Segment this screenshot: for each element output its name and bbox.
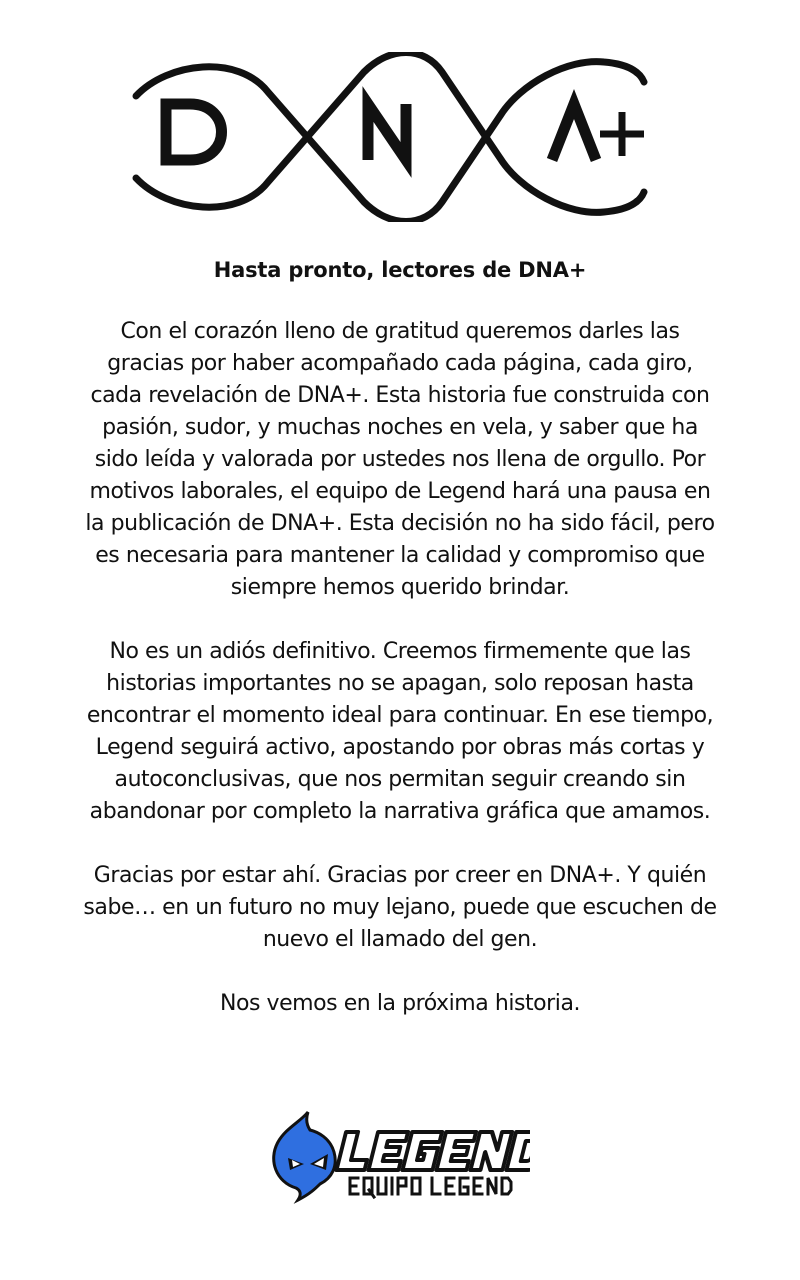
letter-title: Hasta pronto, lectores de DNA+ (213, 258, 587, 282)
dna-plus-logo (128, 52, 672, 222)
letter-paragraph: No es un adiós definitivo. Creemos firmemente que las historias importantes no se apagan, solo reposan hasta encontrar el momento ideal para continuar. En ese tiempo, Legend seguirá activo, apostando por obras más cortas y autoconclusivas, que nos permitan seguir creando sin abandonar por completo la narrativa gráfica que amamos. (86, 639, 714, 824)
letter-body (80, 316, 720, 1052)
letter-paragraph: Nos vemos en la próxima historia. (219, 991, 581, 1016)
mascot-icon (274, 1112, 336, 1200)
letter-paragraph: Con el corazón lleno de gratitud queremos darles las gracias por haber acompañado cada página, cada giro, cada revelación de DNA+. Esta historia fue construida con pasión, sudor, y muchas noches en vela, y saber que ha sido leída y valorada por ustedes nos llena de orgullo. Por motivos laborales, el equipo de Legend hará una pausa en la publicación de DNA+. Esta decisión no ha sido fácil, pero es necesaria para mantener la calidad y compromiso que siempre hemos querido brindar. (85, 319, 715, 600)
letter-paragraph: Gracias por estar ahí. Gracias por creer en DNA+. Y quién sabe… en un futuro no muy lejano, puede que escuchen de nuevo el llamado del gen. (83, 863, 717, 952)
legend-team-logo (270, 1108, 530, 1204)
